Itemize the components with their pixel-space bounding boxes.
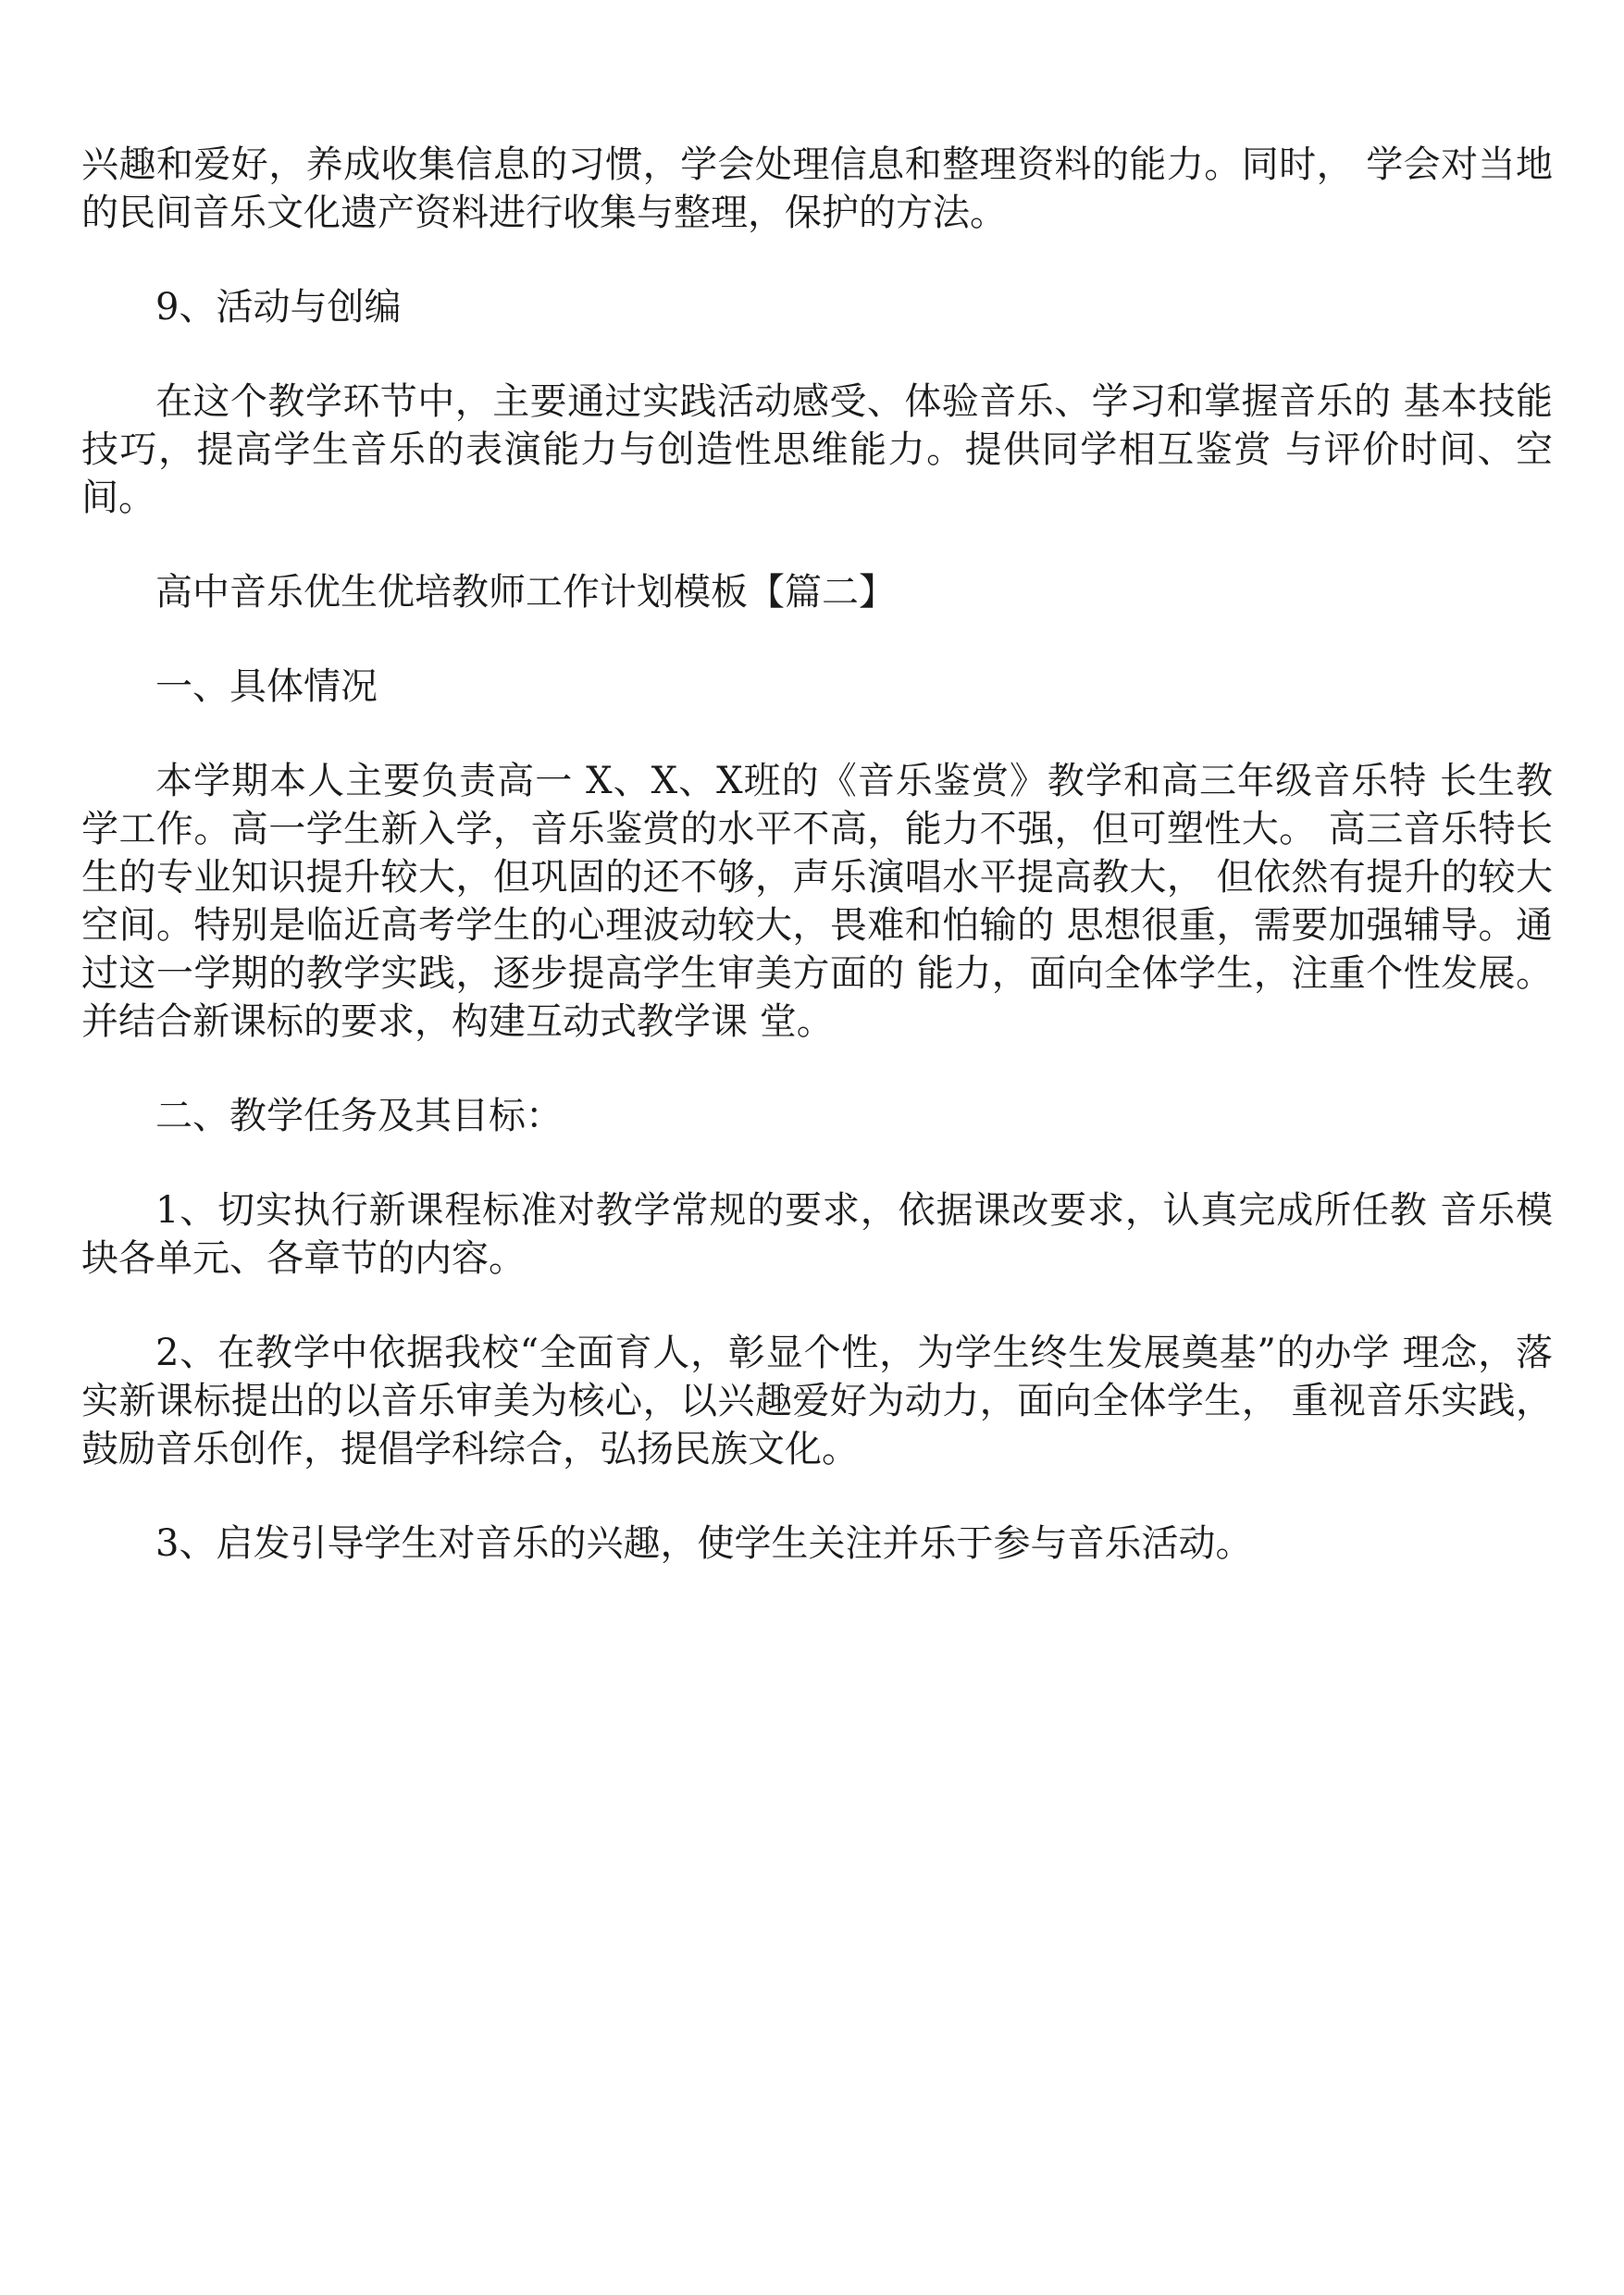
- document-page: [81, 141, 1553, 1614]
- section-title-part-two: 高中音乐优生优培教师工作计划模板【篇二】: [155, 571, 896, 614]
- heading-specific-situation: 一、具体情况: [155, 665, 378, 708]
- list-item-2: 2、在教学中依据我校“全面育人，彰显个性，为学生终生发展奠基”的办学 理念，落实新课标提出的以音乐审美为核心，以兴趣爱好为动力，面向全体学生， 重视音乐实践，鼓励音乐创作，提倡学科综合，弘扬民族文化。: [81, 1332, 1553, 1470]
- list-item-1: 1、切实执行新课程标准对教学常规的要求，依据课改要求，认真完成所任教 音乐模块各单元、各章节的内容。: [81, 1189, 1553, 1280]
- paragraph-situation-description: 本学期本人主要负责高一 X、X、X班的《音乐鉴赏》教学和高三年级音乐特 长生教学工作。高一学生新入学，音乐鉴赏的水平不高，能力不强，但可塑性大。 高三音乐特长生的专业知识提升较大，但巩固的还不够，声乐演唱水平提高教大， 但依然有提升的较大空间。特别是临近高考学生的心理波动较大，畏难和怕输的 思想很重，需要加强辅导。通过这一学期的教学实践，逐步提高学生审美方面的 能力，面向全体学生，注重个性发展。并结合新课标的要求，构建互动式教学课 堂。: [81, 760, 1553, 1043]
- paragraph-activity-description: 在这个教学环节中，主要通过实践活动感受、体验音乐、学习和掌握音乐的 基本技能技巧，提高学生音乐的表演能力与创造性思维能力。提供同学相互鉴赏 与评价时间、空间。: [81, 380, 1553, 519]
- heading-teaching-tasks: 二、教学任务及其目标：: [155, 1095, 563, 1137]
- heading-activity-creation: 9、活动与创编: [155, 286, 402, 329]
- paragraph-continuation: 兴趣和爱好，养成收集信息的习惯，学会处理信息和整理资料的能力。同时， 学会对当地的民间音乐文化遗产资料进行收集与整理，保护的方法。: [81, 143, 1553, 234]
- list-item-3: 3、启发引导学生对音乐的兴趣，使学生关注并乐于参与音乐活动。: [155, 1522, 1253, 1565]
